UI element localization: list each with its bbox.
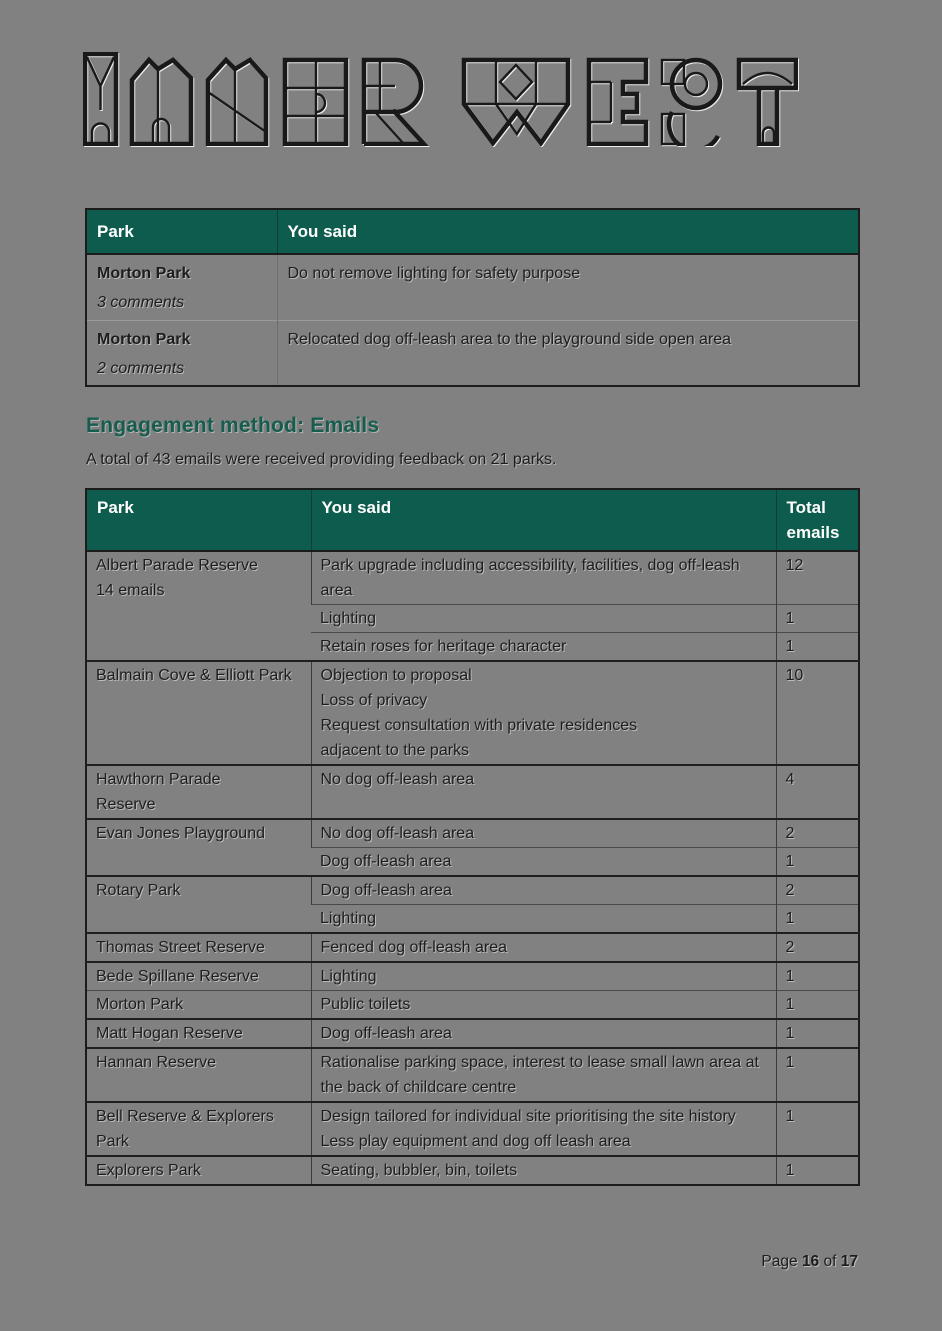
park-cell — [86, 1019, 311, 1048]
emails-table — [85, 488, 860, 1186]
emails-table-body — [86, 551, 859, 1185]
comment-row — [86, 254, 859, 320]
cell-line: Morton Park — [96, 996, 184, 1013]
you-said-cell — [311, 633, 776, 662]
total-emails-cell: 1 — [776, 605, 859, 633]
park-cell — [86, 991, 311, 1020]
park-cell — [86, 1048, 311, 1102]
park-cell — [86, 1102, 311, 1156]
cell-line: Design tailored for individual site prioritising the site history — [320, 1108, 736, 1125]
email-row — [86, 551, 859, 605]
you-said-cell — [311, 661, 776, 765]
you-said-cell — [311, 933, 776, 962]
you-said-cell — [311, 991, 776, 1020]
park-cell — [86, 876, 311, 933]
total-emails-cell: 1 — [776, 905, 859, 934]
cell-line: 14 emails — [96, 582, 165, 599]
cell-line: Park upgrade including accessibility, facilities, dog off-leash area — [320, 557, 740, 599]
you-said-cell — [311, 1048, 776, 1102]
column-header-you-said: You said — [277, 209, 859, 254]
cell-line: Hawthorn Parade — [96, 771, 221, 788]
total-emails-cell: 10 — [776, 661, 859, 765]
cell-line: Objection to proposal — [320, 667, 472, 684]
cell-line: No dog off-leash area — [320, 771, 475, 788]
cell-line: Fenced dog off-leash area — [320, 939, 507, 956]
park-cell — [86, 661, 311, 765]
cell-line: Hannan Reserve — [96, 1054, 217, 1071]
cell-line: Retain roses for heritage character — [320, 638, 567, 655]
you-said-cell — [311, 765, 776, 819]
total-emails-cell: 1 — [776, 1048, 859, 1102]
cell-line: Lighting — [320, 610, 377, 627]
total-emails-cell: 2 — [776, 933, 859, 962]
you-said-cell — [311, 876, 776, 905]
you-said-cell — [311, 1156, 776, 1185]
cell-line: Thomas Street Reserve — [96, 939, 265, 956]
comments-table — [85, 208, 860, 387]
cell-line: Less play equipment and dog off leash area — [320, 1133, 631, 1150]
park-cell — [86, 765, 311, 819]
park-cell — [86, 1156, 311, 1185]
cell-line: Bell Reserve & Explorers — [96, 1108, 274, 1125]
you-said-cell — [311, 848, 776, 877]
total-emails-cell: 1 — [776, 1102, 859, 1156]
total-emails-cell: 1 — [776, 962, 859, 991]
logo-letter-w — [464, 60, 568, 143]
cell-line: Dog off-leash area — [320, 853, 452, 870]
comment-row — [86, 320, 859, 386]
intro-text: A total of 43 emails were received providing feedback on 21 parks. — [86, 451, 557, 468]
cell-line: Explorers Park — [96, 1162, 201, 1179]
email-row — [86, 876, 859, 905]
column-header-park: Park — [86, 489, 311, 551]
park-cell — [86, 320, 277, 386]
column-header-you-said: You said — [311, 489, 776, 551]
cell-line: No dog off-leash area — [320, 825, 475, 842]
section-heading: Engagement method: Emails — [86, 414, 380, 437]
park-name: Morton Park — [97, 330, 191, 348]
cell-line: Lighting — [320, 968, 377, 985]
page-footer-prefix: Page — [761, 1253, 798, 1270]
you-said-cell: Relocated dog off-leash area to the playground side open area — [277, 320, 859, 386]
total-emails-cell: 1 — [776, 991, 859, 1020]
cell-line: adjacent to the parks — [320, 742, 470, 759]
you-said-cell: Do not remove lighting for safety purpose — [277, 254, 859, 320]
you-said-cell — [311, 905, 776, 934]
comments-table-body — [86, 254, 859, 386]
cell-line: Rotary Park — [96, 882, 181, 899]
column-header-total-emails: Total emails — [776, 489, 859, 551]
logo-letter-t — [739, 60, 796, 144]
total-emails-cell: 2 — [776, 819, 859, 848]
email-row — [86, 819, 859, 848]
cell-line: Public toilets — [320, 996, 411, 1013]
cell-line: Balmain Cove & Elliott Park — [96, 667, 292, 684]
cell-line: Evan Jones Playground — [96, 825, 265, 842]
page-number-current: 16 — [801, 1253, 820, 1270]
total-emails-cell: 4 — [776, 765, 859, 819]
cell-line: Lighting — [320, 910, 377, 927]
cell-line: Dog off-leash area — [320, 1025, 452, 1042]
logo-letter-n1 — [132, 60, 191, 144]
email-row — [86, 933, 859, 962]
cell-line: Seating, bubbler, bin, toilets — [320, 1162, 518, 1179]
inner-west-logo — [83, 52, 798, 146]
you-said-cell — [311, 1102, 776, 1156]
email-row — [86, 1156, 859, 1185]
total-emails-cell: 1 — [776, 633, 859, 662]
comment-count: 2 comments — [97, 359, 185, 377]
park-cell — [86, 551, 311, 661]
total-emails-cell: 12 — [776, 551, 859, 605]
logo-letter-s — [662, 60, 720, 146]
emails-table-header-row — [86, 489, 859, 551]
comment-count: 3 comments — [97, 294, 185, 311]
email-row — [86, 1019, 859, 1048]
cell-line: Matt Hogan Reserve — [96, 1025, 243, 1042]
email-row — [86, 962, 859, 991]
column-header-park: Park — [86, 209, 277, 254]
cell-line: Park — [96, 1133, 129, 1150]
total-emails-cell: 1 — [776, 1156, 859, 1185]
logo-letter-i — [85, 54, 116, 144]
total-emails-cell: 2 — [776, 876, 859, 905]
logo-letter-e1 — [285, 60, 346, 144]
you-said-cell — [311, 605, 776, 633]
email-row — [86, 765, 859, 819]
total-emails-cell: 1 — [776, 848, 859, 877]
email-row — [86, 1102, 859, 1156]
park-cell — [86, 962, 311, 991]
total-emails-cell: 1 — [776, 1019, 859, 1048]
cell-line: Loss of privacy — [320, 692, 428, 709]
comments-table-header-row — [86, 209, 859, 254]
you-said-cell — [311, 819, 776, 848]
email-row — [86, 661, 859, 765]
email-row — [86, 1048, 859, 1102]
cell-line: Dog off-leash area — [320, 882, 452, 899]
cell-line: Reserve — [96, 796, 156, 813]
page-footer — [761, 1253, 858, 1271]
park-name: Morton Park — [97, 265, 191, 282]
cell-line: Request consultation with private residences — [320, 717, 638, 734]
logo-letter-r — [364, 60, 424, 144]
cell-line: Rationalise parking space, interest to lease small lawn area at the back of childcare centre — [320, 1054, 759, 1096]
park-cell — [86, 819, 311, 876]
you-said-cell — [311, 551, 776, 605]
logo-letter-e2 — [589, 60, 646, 144]
park-cell — [86, 933, 311, 962]
you-said-cell — [311, 962, 776, 991]
park-cell — [86, 254, 277, 320]
cell-line: Albert Parade Reserve — [96, 557, 258, 574]
logo-letter-n2 — [208, 60, 266, 144]
page-footer-of: of — [823, 1253, 837, 1270]
email-row — [86, 991, 859, 1020]
cell-line: Bede Spillane Reserve — [96, 968, 259, 985]
page-number-total: 17 — [840, 1253, 858, 1270]
you-said-cell — [311, 1019, 776, 1048]
